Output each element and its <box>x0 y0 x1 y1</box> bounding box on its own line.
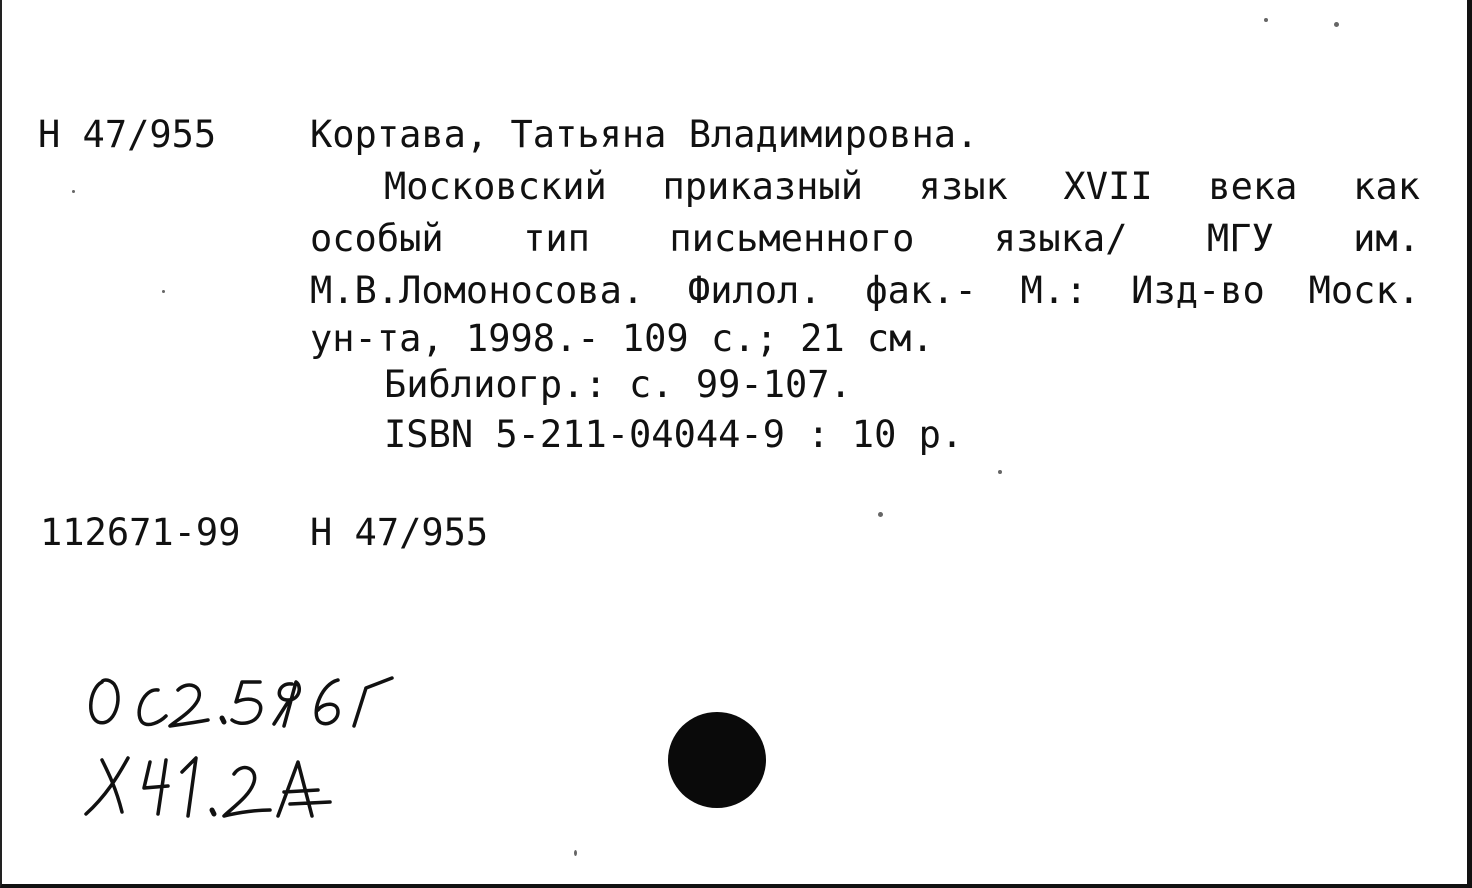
author-heading: Кортава, Татьяна Владимировна. <box>310 113 979 156</box>
scan-speck <box>998 470 1002 474</box>
physical-description-line: ун-та, 1998.- 109 с.; 21 см. <box>310 317 934 360</box>
shelfmark-repeat: Н 47/955 <box>310 511 489 554</box>
isbn-price-note: ISBN 5-211-04044-9 : 10 р. <box>384 413 964 456</box>
publication-line: М.В.Ломоносова. Филол. фак.- М.: Изд-во Моск. <box>310 269 1420 312</box>
scan-speck <box>1264 18 1268 22</box>
scan-speck <box>162 290 165 293</box>
scan-speck <box>1334 22 1339 27</box>
scan-speck <box>574 850 577 856</box>
bibliography-note: Библиогр.: с. 99-107. <box>384 363 852 406</box>
scan-speck <box>878 512 883 517</box>
punched-hole <box>668 712 766 808</box>
shelfmark: Н 47/955 <box>38 113 217 156</box>
inventory-number: 112671-99 <box>40 511 241 554</box>
title-line-2: особый тип письменного языка/ МГУ им. <box>310 217 1420 260</box>
title-line-1: Московский приказный язык XVII века как <box>384 165 1420 208</box>
scan-speck <box>72 190 75 193</box>
handwritten-classification-codes <box>62 640 462 830</box>
